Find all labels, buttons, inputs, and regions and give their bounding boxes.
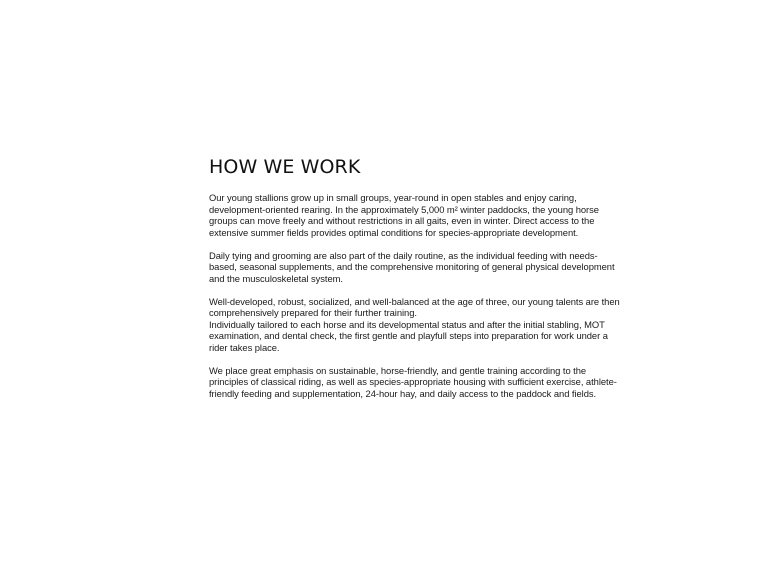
text-line: based, seasonal supplements, and the comprehensive monitoring of general physical development [209,261,615,272]
text-line: extensive summer fields provides optimal conditions for species-appropriate development. [209,226,579,238]
content-block [209,155,639,411]
text-line: We place great emphasis on sustainable, horse-friendly, and gentle training according to the [209,364,587,376]
text-line: Individually tailored to each horse and its developmental status and after the initial stabling, MOT [209,318,605,330]
text-line: comprehensively prepared for their further training. [209,307,417,318]
text-line: and the musculoskeletal system. [209,272,343,284]
paragraph-routine [209,250,639,285]
text-line: rider takes place. [209,341,280,353]
text-line: friendly feeding and supplementation, 24-hour hay, and daily access to the paddock and fields. [209,387,597,399]
paragraph-philosophy [209,365,639,400]
page-title: HOW WE WORK [209,156,361,178]
text-line: Our young stallions grow up in small groups, year-round in open stables and enjoy caring, [209,192,577,203]
text-line: examination, and dental check, the first gentle and playfull steps into preparation for work under a [209,330,608,341]
text-line: principles of classical riding, as well as species-appropriate housing with sufficient exercise, athlete- [209,376,617,387]
text-line: Well-developed, robust, socialized, and well-balanced at the age of three, our young talents are then [209,295,620,307]
paragraph-training-preparation [209,296,639,354]
text-line: development-oriented rearing. In the approximately 5,000 m² winter paddocks, the young horse [209,203,599,215]
text-line: groups can move freely and without restrictions in all gaits, even in winter. Direct access to the [209,215,595,226]
paragraph-rearing [209,192,639,238]
text-line: Daily tying and grooming are also part of the daily routine, as the individual feeding with needs- [209,249,598,261]
body-text [209,192,639,399]
